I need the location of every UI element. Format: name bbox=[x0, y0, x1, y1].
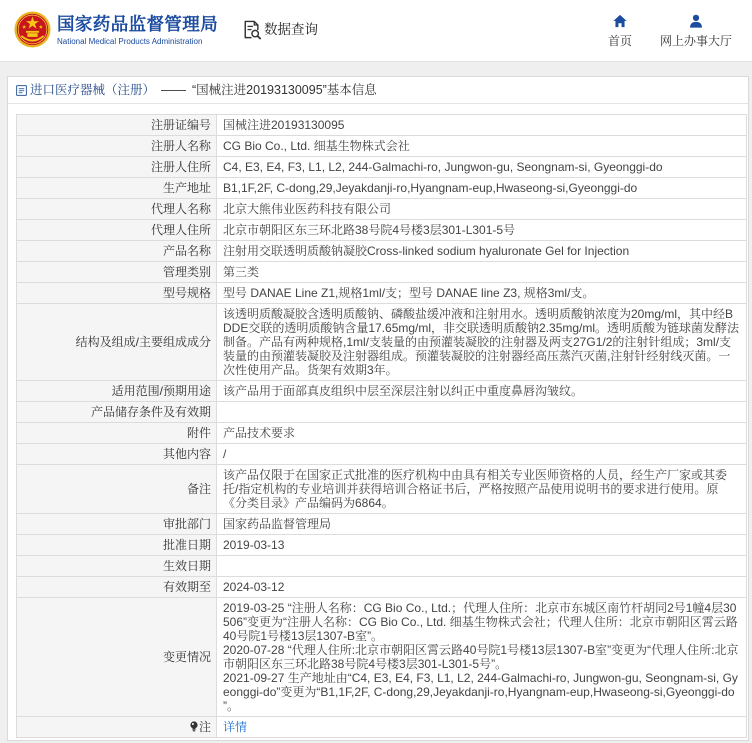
note-label: 注 bbox=[198, 720, 211, 734]
row-note bbox=[17, 717, 747, 738]
value-management-category: 第三类 bbox=[217, 262, 747, 283]
row-other-content bbox=[17, 444, 747, 465]
value-effective-date bbox=[217, 556, 747, 577]
value-registrant-name: CG Bio Co., Ltd. 细基生物株式会社 bbox=[217, 136, 747, 157]
row-registration-number bbox=[17, 115, 747, 136]
row-effective-date bbox=[17, 556, 747, 577]
detail-table bbox=[16, 114, 747, 738]
label-expiry-date: 有效期至 bbox=[17, 577, 217, 598]
label-product-name: 产品名称 bbox=[17, 241, 217, 262]
row-remarks bbox=[17, 465, 747, 514]
label-registrant-address: 注册人住所 bbox=[17, 157, 217, 178]
value-storage-conditions bbox=[217, 402, 747, 423]
row-agent-address bbox=[17, 220, 747, 241]
label-management-category: 管理类别 bbox=[17, 262, 217, 283]
label-production-address: 生产地址 bbox=[17, 178, 217, 199]
nav-online-service-hall[interactable] bbox=[656, 14, 736, 48]
search-document-icon bbox=[243, 20, 261, 40]
label-remarks: 备注 bbox=[17, 465, 217, 514]
breadcrumb-category-link[interactable]: 进口医疗器械（注册） bbox=[30, 83, 156, 97]
value-attachment: 产品技术要求 bbox=[217, 423, 747, 444]
row-approval-department bbox=[17, 514, 747, 535]
label-attachment: 附件 bbox=[17, 423, 217, 444]
value-registration-number: 国械注进20193130095 bbox=[217, 115, 747, 136]
change-entry: 2020-07-28 “代理人住所:北京市朝阳区霄云路40号院1号楼13层1307-B室”变更为“代理人住所:北京市朝阳区东三环北路38号院4号楼3层301-L301-5号”。 bbox=[223, 643, 739, 671]
breadcrumb bbox=[8, 77, 748, 104]
label-other-content: 其他内容 bbox=[17, 444, 217, 465]
site-subtitle: National Medical Products Administration bbox=[57, 37, 203, 46]
row-management-category bbox=[17, 262, 747, 283]
row-change-history bbox=[17, 598, 747, 717]
data-query-label: 数据查询 bbox=[264, 22, 318, 37]
label-registration-number: 注册证编号 bbox=[17, 115, 217, 136]
label-registrant-name: 注册人名称 bbox=[17, 136, 217, 157]
value-product-name: 注射用交联透明质酸钠凝胶Cross-linked sodium hyaluronate Gel for Injection bbox=[217, 241, 747, 262]
breadcrumb-separator: —— bbox=[161, 83, 187, 97]
change-entry: 2019-03-25 “注册人名称：CG Bio Co., Ltd.；代理人住所：北京市东城区南竹杆胡同2号1幢4层30506”变更为“注册人名称：CG Bio Co., Ltd. 细基生物株式会社；代理人住所：北京市朝阳区霄云路40号院1号楼13层1307-B室”。 bbox=[223, 601, 738, 643]
value-registrant-address: C4, E3, E4, F3, L1, L2, 244-Galmachi-ro, Jungwon-gu, Seongnam-si, Gyeonggi-do bbox=[217, 157, 747, 178]
row-production-address bbox=[17, 178, 747, 199]
site-title: 国家药品监督管理局 bbox=[57, 14, 219, 34]
list-icon bbox=[16, 85, 27, 96]
value-scope-intended-use: 该产品用于面部真皮组织中层至深层注射以纠正中重度鼻唇沟皱纹。 bbox=[217, 381, 747, 402]
row-expiry-date bbox=[17, 577, 747, 598]
label-agent-name: 代理人名称 bbox=[17, 199, 217, 220]
detail-panel bbox=[7, 76, 749, 741]
row-scope-intended-use bbox=[17, 381, 747, 402]
row-agent-name bbox=[17, 199, 747, 220]
label-storage-conditions: 产品储存条件及有效期 bbox=[17, 402, 217, 423]
row-product-name bbox=[17, 241, 747, 262]
data-query-link[interactable] bbox=[243, 20, 318, 40]
value-change-history bbox=[217, 598, 747, 717]
label-agent-address: 代理人住所 bbox=[17, 220, 217, 241]
value-agent-name: 北京大熊伟业医药科技有限公司 bbox=[217, 199, 747, 220]
nav-home[interactable] bbox=[600, 14, 640, 48]
breadcrumb-record-title: “国械注进20193130095”基本信息 bbox=[192, 83, 377, 97]
label-approval-department: 审批部门 bbox=[17, 514, 217, 535]
home-icon bbox=[613, 14, 627, 28]
label-note bbox=[17, 717, 217, 738]
label-model-specification: 型号规格 bbox=[17, 283, 217, 304]
row-model-specification bbox=[17, 283, 747, 304]
emblem-logo bbox=[14, 11, 51, 48]
value-production-address: B1,1F,2F, C-dong,29,Jeyakdanji-ro,Hyangnam-eup,Hwaseong-si,Gyeonggi-do bbox=[217, 178, 747, 199]
label-effective-date: 生效日期 bbox=[17, 556, 217, 577]
row-registrant-address bbox=[17, 157, 747, 178]
row-approval-date bbox=[17, 535, 747, 556]
nav-online-service-hall-label: 网上办事大厅 bbox=[659, 34, 732, 48]
label-structure-composition: 结构及组成/主要组成成分 bbox=[17, 304, 217, 381]
site-logo-link[interactable] bbox=[0, 0, 226, 61]
change-entry: 2021-09-27 生产地址由“C4, E3, E4, F3, L1, L2, 244-Galmachi-ro, Jungwon-gu, Seongnam-si, Gyeonggi-do”变更为“B1,1F,2F, C-dong,29,Jeyakdanji-ro,Hyangnam-eup,Hwaseong-si,Gyeonggi-do ”。 bbox=[223, 671, 738, 713]
nav-home-label: 首页 bbox=[607, 34, 632, 48]
row-registrant-name bbox=[17, 136, 747, 157]
value-other-content: / bbox=[217, 444, 747, 465]
value-note bbox=[217, 717, 747, 738]
value-structure-composition: 该透明质酸凝胶含透明质酸钠、磷酸盐缓冲液和注射用水。透明质酸钠浓度为20mg/ml，其中经BDDE交联的透明质酸钠含量17.65mg/ml，非交联透明质酸钠2.35mg/ml。透明质酸为链球菌发酵法制备。产品有两种规格,1ml/支装量的由预灌装凝胶的注射器及两支27G1/2的注射针组成；3ml/支装量的由预灌装凝胶及注射器组成。预灌装凝胶的注射器经高压蒸汽灭菌,注射针经射线灭菌。一次性使用产品。货架有效期3年。 bbox=[217, 304, 747, 381]
label-scope-intended-use: 适用范围/预期用途 bbox=[17, 381, 217, 402]
value-approval-department: 国家药品监督管理局 bbox=[217, 514, 747, 535]
value-approval-date: 2019-03-13 bbox=[217, 535, 747, 556]
row-storage-conditions bbox=[17, 402, 747, 423]
value-agent-address: 北京市朝阳区东三环北路38号院4号楼3层301-L301-5号 bbox=[217, 220, 747, 241]
value-expiry-date: 2024-03-12 bbox=[217, 577, 747, 598]
row-structure-composition bbox=[17, 304, 747, 381]
value-model-specification: 型号 DANAE Line Z1,规格1ml/支；型号 DANAE line Z3, 规格3ml/支。 bbox=[217, 283, 747, 304]
note-icon bbox=[190, 721, 198, 732]
row-attachment bbox=[17, 423, 747, 444]
site-header bbox=[0, 0, 752, 62]
label-change-history: 变更情况 bbox=[17, 598, 217, 717]
user-icon bbox=[689, 14, 703, 28]
value-remarks: 该产品仅限于在国家正式批准的医疗机构中由具有相关专业医师资格的人员，经生产厂家或其委托/指定机构的专业培训并获得培训合格证书后，严格按照产品使用说明书的要求进行使用。原《分类目录》产品编码为6864。 bbox=[217, 465, 747, 514]
label-approval-date: 批准日期 bbox=[17, 535, 217, 556]
details-link[interactable]: 详情 bbox=[223, 720, 248, 734]
